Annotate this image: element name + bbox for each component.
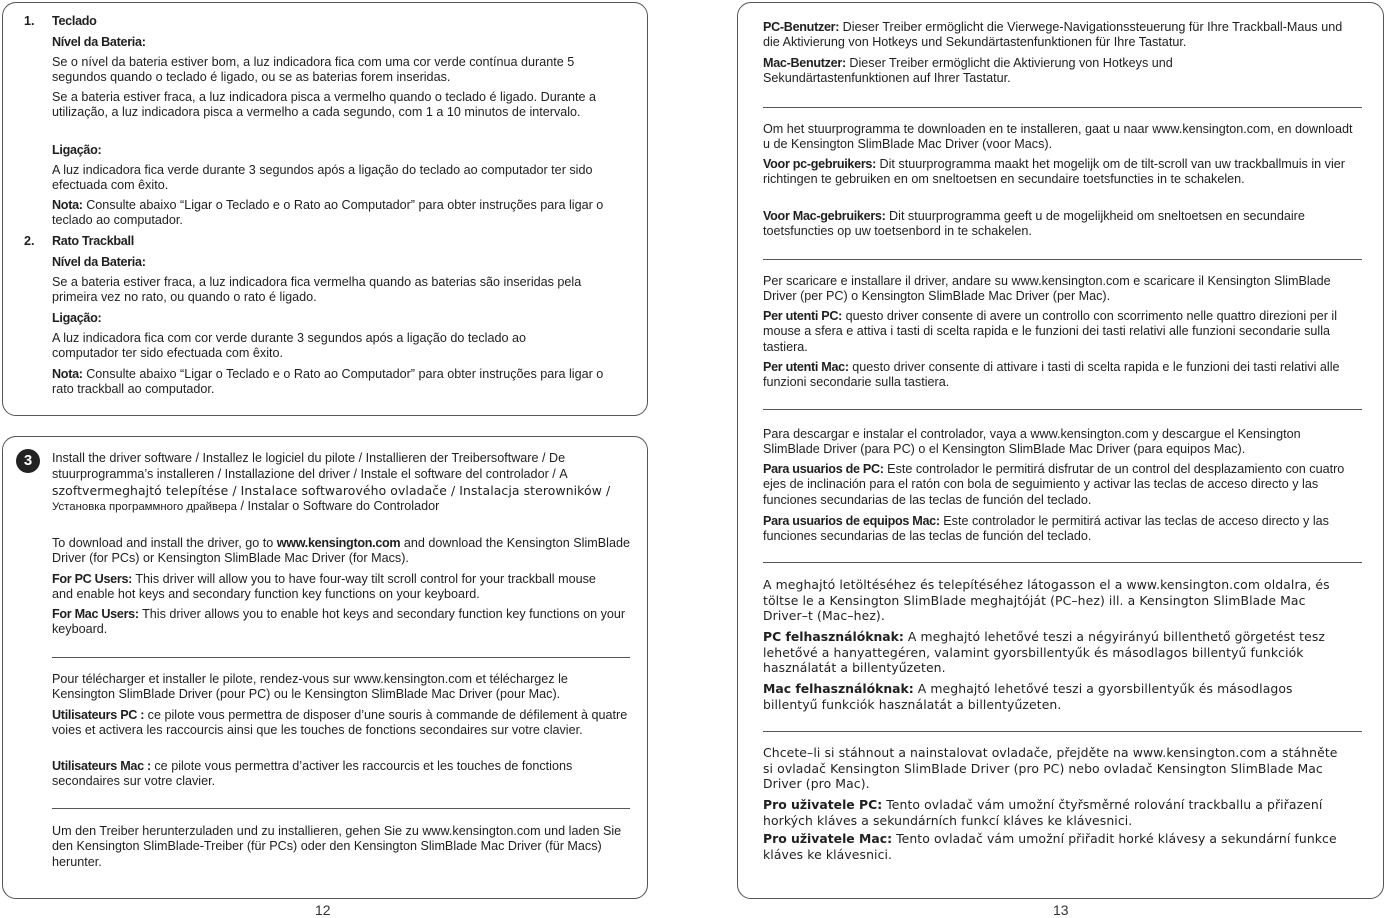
german-mac-label: Mac-Benutzer:	[763, 56, 846, 70]
italian-mac-users	[763, 360, 1343, 391]
heading-western: Install the driver software / Installez le logiciel du pilote / Installieren der Treibersoftware / De stuurprogramma’s installeren / Installazione del driver / Instale el software del controlador /	[52, 451, 566, 482]
english-pc-text: This driver will allow you to have four-way tilt scroll control for your trackball mouse and enable hot keys and secondary function key functions on your keyboard.	[52, 572, 596, 602]
battery-paragraph-1: Se o nível da bateria estiver bom, a luz indicadora fica com uma cor verde contínua durante 5 segundos quando o teclado é ligado, ou se as baterias forem inseridas.	[52, 55, 575, 85]
hungarian-pc-label: PC felhasználóknak:	[763, 629, 904, 644]
german-pc-users	[763, 20, 1353, 51]
french-pc-users	[52, 708, 632, 739]
divider	[52, 808, 630, 809]
french-intro: Pour télécharger et installer le pilote, rendez-vous sur www.kensington.com et téléchargez le Kensington SlimBlade Driver (pour PC) ou le Kensington SlimBlade Mac Driver (pour Mac).	[52, 672, 568, 702]
dutch-mac-label: Voor Mac-gebruikers:	[763, 209, 886, 223]
hungarian-mac-label: Mac felhasználóknak:	[763, 681, 914, 696]
note-1	[52, 198, 624, 229]
divider	[763, 259, 1362, 260]
czech-pc-label: Pro uživatele PC:	[763, 797, 883, 812]
czech-intro: Chcete–li si stáhnout a nainstalovat ovladače, přejděte na www.kensington.com a stáhněte si ovladač Kensington SlimBlade Driver (pro PC) nebo ovladač Kensington SlimBlade Mac Driver (pro Mac).	[763, 745, 1338, 792]
note-2	[52, 367, 627, 398]
heading-portuguese: / Instalar o Software do Controlador	[236, 498, 440, 513]
dutch-pc-text: Dit stuurprogramma maakt het mogelijk om de tilt-scroll van uw trackballmuis in vier richtingen te gebruiken en om sneltoetsen en secundaire toetsfuncties in te schakelen.	[763, 157, 1345, 187]
english-intro-start: To download and install the driver, go to	[52, 536, 277, 550]
czech-mac-label: Pro uživatele Mac:	[763, 831, 893, 846]
french-pc-text: ce pilote vous permettra de disposer d’une souris à commande de défilement à quatre voies et activera les raccourcis ainsi que les touches de fonctions secondaires sur votre clavier.	[52, 708, 628, 738]
english-mac-users	[52, 607, 632, 638]
german-mac-text: Dieser Treiber ermöglicht die Aktivierung von Hotkeys und Sekundärtastenfunktionen auf Ihrer Tastatur.	[763, 56, 1173, 86]
italian-pc-label: Per utenti PC:	[763, 309, 843, 323]
spanish-pc-text: Este controlador le permitirá disfrutar de un control del desplazamiento con cuatro ejes de inclinación para el ratón con bola de seguimiento y activar las teclas de acceso directo y las funciones secundarias de las teclas de función del teclado.	[763, 462, 1345, 507]
french-mac-label: Utilisateurs Mac :	[52, 759, 151, 773]
heading-central-european: A szoftvermeghajtó telepítése / Instalace softwarového ovladače / Instalacja sterowników /	[52, 466, 611, 498]
note-1-text: Consulte abaixo “Ligar o Teclado e o Rato ao Computador” para obter instruções para ligar o teclado ao computador.	[52, 198, 604, 228]
spanish-mac-text: Este controlador le permitirá activar las teclas de acceso directo y las funciones secundarias de las teclas de función del teclado.	[763, 514, 1329, 544]
item-1-number: 1.	[24, 14, 35, 28]
french-pc-label: Utilisateurs PC :	[52, 708, 145, 722]
divider	[763, 409, 1362, 410]
english-mac-label: For Mac Users:	[52, 607, 139, 621]
connection-label: Ligação:	[52, 143, 102, 157]
french-mac-text: ce pilote vous permettra d’activer les raccourcis et les touches de fonctions secondaires sur votre clavier.	[52, 759, 573, 789]
connection-paragraph: A luz indicadora fica verde durante 3 segundos após a ligação do teclado ao computador ter sido efectuada com êxito.	[52, 163, 593, 193]
divider	[763, 107, 1362, 108]
french-mac-users	[52, 759, 632, 790]
english-mac-text: This driver allows you to enable hot keys and secondary function key functions on your keyboard.	[52, 607, 626, 637]
czech-pc-users	[763, 797, 1348, 828]
divider	[52, 657, 630, 658]
dutch-mac-users	[763, 209, 1365, 240]
italian-intro: Per scaricare e installare il driver, andare su www.kensington.com e scaricare il Kensington SlimBlade Driver (per PC) o Kensington SlimBlade Mac Driver (per Mac).	[763, 274, 1331, 304]
battery-level-label-2: Nível da Bateria:	[52, 255, 146, 269]
dutch-intro: Om het stuurprogramma te downloaden en te installeren, gaat u naar www.kensington.com, en downloadt u de Kensington SlimBlade Mac Driver (voor Macs).	[763, 122, 1353, 152]
italian-pc-text: questo driver consente di avere un controllo con scorrimento nelle quattro direzioni per il mouse a sfera e attiva i tasti di scelta rapida e le funzioni dei tasti relativi alle funzioni secondarie sulla tastiera.	[763, 309, 1337, 354]
page-number-right: 13	[1053, 902, 1069, 918]
hungarian-pc-text: A meghajtó lehetővé teszi a négyirányú billenthető görgetést tesz lehetővé a hanyattegéren, valamint gyorsbillentyűk és másodlagos billentyű funkciók használatát a billentyűzeten.	[763, 629, 1326, 676]
spanish-mac-label: Para usuarios de equipos Mac:	[763, 514, 940, 528]
hungarian-mac-users	[763, 681, 1348, 712]
connection2-paragraph: A luz indicadora fica com cor verde durante 3 segundos após a ligação do teclado ao computador ter sido efectuada com êxito.	[52, 331, 526, 361]
spanish-pc-label: Para usuarios de PC:	[763, 462, 884, 476]
item-2-number: 2.	[24, 234, 35, 248]
spanish-intro: Para descargar e instalar el controlador, vaya a www.kensington.com y descargue el Kensington SlimBlade Driver (para PC) o el Kensington SlimBlade Mac Driver (para equipos Mac).	[763, 427, 1301, 457]
dutch-pc-label: Voor pc-gebruikers:	[763, 157, 877, 171]
battery-level-label: Nível da Bateria:	[52, 35, 146, 49]
connection-label-2: Ligação:	[52, 311, 102, 325]
italian-mac-label: Per utenti Mac:	[763, 360, 849, 374]
german-mac-users	[763, 56, 1263, 87]
italian-mac-text: questo driver consente di attivare i tasti di scelta rapida e le funzioni dei tasti relativi alle funzioni secondarie sulla tastiera.	[763, 360, 1340, 390]
note-2-text: Consulte abaixo “Ligar o Teclado e o Rato ao Computador” para obter instruções para ligar o rato trackball ao computador.	[52, 367, 604, 397]
english-pc-label: For PC Users:	[52, 572, 133, 586]
step-number-badge: 3	[16, 449, 40, 473]
step-3-heading	[52, 451, 644, 515]
note-label: Nota:	[52, 198, 83, 212]
german-pc-label: PC-Benutzer:	[763, 20, 840, 34]
heading-russian: Установка программного драйвера	[52, 500, 237, 513]
czech-pc-text: Tento ovladač vám umožní čtyřsměrné rolování trackballu a přiřazení horkých kláves a sekundárních funkcí kláves ke klávesnici.	[763, 797, 1323, 828]
german-intro: Um den Treiber herunterzuladen und zu installieren, gehen Sie zu www.kensington.com und laden Sie den Kensington SlimBlade-Treiber (für PCs) oder den Kensington SlimBlade Mac Driver (für Macs) herunter.	[52, 824, 622, 869]
kensington-link[interactable]: www.kensington.com	[276, 536, 401, 550]
dutch-pc-users	[763, 157, 1363, 188]
hungarian-intro: A meghajtó letöltéséhez és telepítéséhez látogasson el a www.kensington.com oldalra, és töltse le a Kensington SlimBlade meghajtóját (PC–hez) ill. a Kensington SlimBlade Mac Driver–t (Mac–hez).	[763, 577, 1330, 624]
czech-mac-text: Tento ovladač vám umožní přiřadit horké klávesy a sekundární funkce kláves ke klávesnici.	[763, 831, 1337, 862]
battery2-paragraph: Se a bateria estiver fraca, a luz indicadora fica vermelha quando as baterias são inseridas pela primeira vez no rato, ou quando o rato é ligado.	[52, 275, 582, 305]
hungarian-mac-text: A meghajtó lehetővé teszi a gyorsbillentyűk és másodlagos billentyű funkciók használatát a billentyűzeten.	[763, 681, 1293, 712]
hungarian-pc-users	[763, 629, 1348, 676]
note-label-2: Nota:	[52, 367, 83, 381]
czech-mac-users	[763, 831, 1348, 862]
german-pc-text: Dieser Treiber ermöglicht die Vierwege-Navigationssteuerung für Ihre Trackball-Maus und die Aktivierung von Hotkeys und Sekundärtastenfunktionen für Ihre Tastatur.	[763, 20, 1343, 50]
english-intro-end: and download the Kensington SlimBlade Driver (for PCs) or Kensington SlimBlade Mac Driver (for Macs).	[52, 536, 630, 566]
italian-pc-users	[763, 309, 1365, 355]
item-2-title: Rato Trackball	[52, 234, 134, 248]
spanish-mac-users	[763, 514, 1361, 545]
page-number-left: 12	[315, 902, 331, 918]
divider	[763, 731, 1362, 732]
battery-paragraph-2: Se a bateria estiver fraca, a luz indicadora pisca a vermelho quando o teclado é ligado. Durante a utilização, a luz indicadora pisca a vermelho a cada segundo, com 1 a 10 minutos de intervalo.	[52, 90, 596, 120]
item-1-title: Teclado	[52, 14, 97, 28]
english-intro	[52, 536, 632, 567]
english-pc-users	[52, 572, 617, 603]
spanish-pc-users	[763, 462, 1363, 508]
dutch-mac-text: Dit stuurprogramma geeft u de mogelijkheid om sneltoetsen en secundaire toetsfuncties op uw toetsenbord in te schakelen.	[763, 209, 1305, 239]
divider	[763, 562, 1362, 563]
